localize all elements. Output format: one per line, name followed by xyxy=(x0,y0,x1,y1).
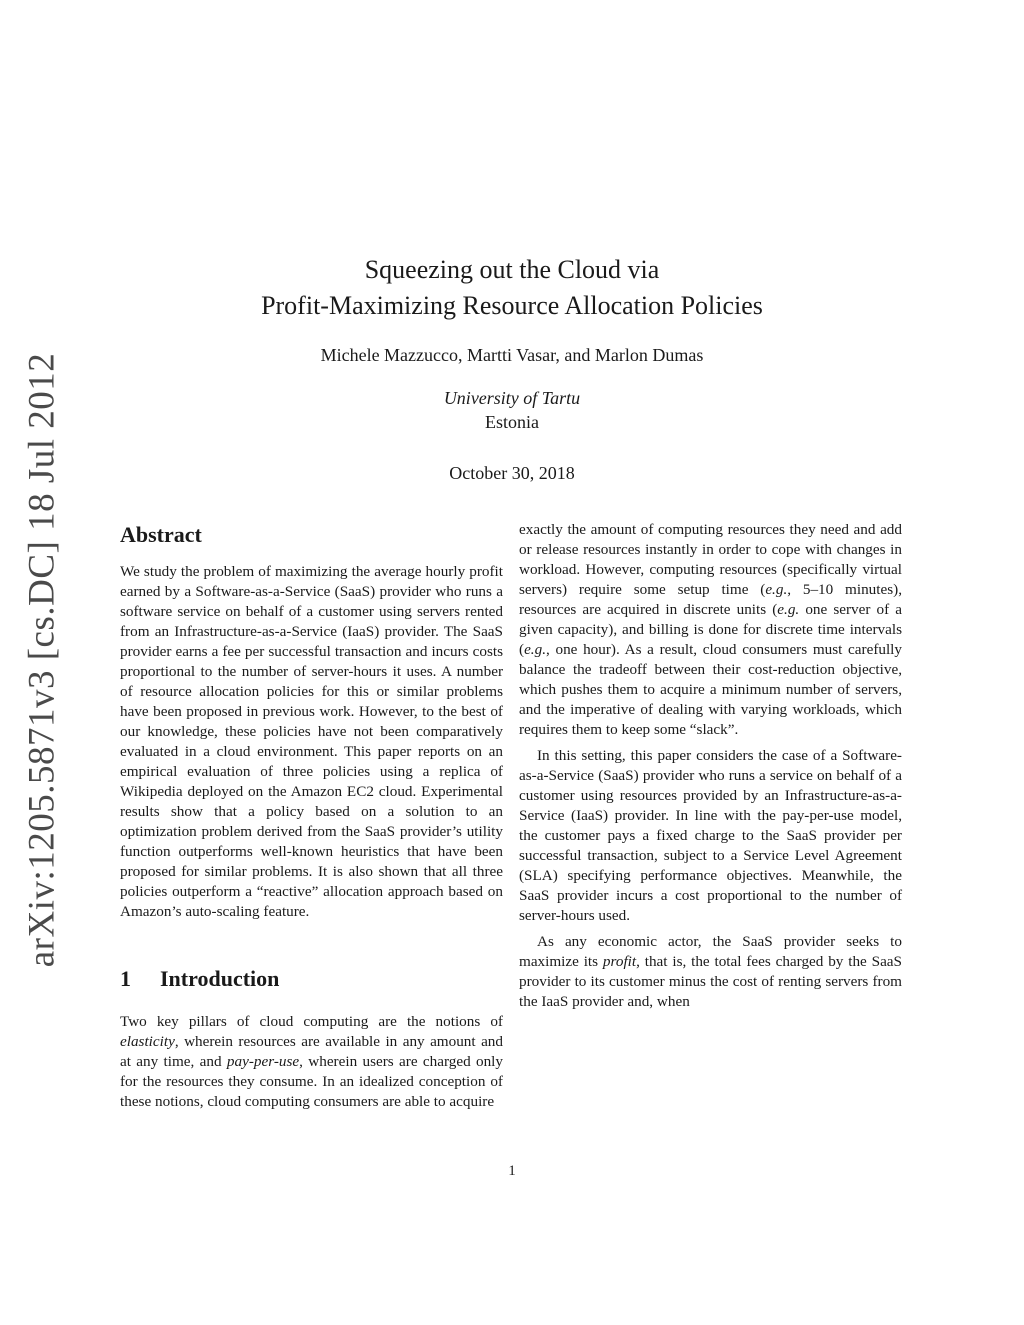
intro-paragraph-1 xyxy=(120,1012,503,1112)
text-run: , 5–10 minutes), resources are acquired in discrete units ( xyxy=(519,581,902,618)
text-run: , wherein users are charged only for the resources they consume. In an idealized conception of these notions, cloud computing consumers are able to acquire xyxy=(120,1053,503,1110)
emphasis-eg: e.g. xyxy=(777,601,800,618)
section-number: 1 xyxy=(120,966,131,991)
left-column xyxy=(120,520,503,1112)
title-line-1: Squeezing out the Cloud via xyxy=(364,255,660,284)
arxiv-identifier: arXiv:1205.5871v3 [cs.DC] 18 Jul 2012 xyxy=(21,352,63,968)
intro-paragraph-2: In this setting, this paper considers the case of a Software-as-a-Service (SaaS) provider who runs a service on behalf of a customer using resources provided by an Infrastructure-as-a-Service (IaaS) provider. In line with the pay-per-use model, the customer pays a fixed charge to the SaaS provider per successful transaction, subject to a Service Level Agreement (SLA) specifying performance objectives. Meanwhile, the SaaS provider incurs a cost proportional to the number of server-hours used. xyxy=(519,747,902,924)
country: Estonia xyxy=(485,412,539,432)
title-line-2: Profit-Maximizing Resource Allocation Policies xyxy=(261,291,763,320)
text-run: Two key pillars of cloud computing are the notions of xyxy=(120,1013,503,1030)
section-title: Introduction xyxy=(160,966,280,991)
affiliation xyxy=(0,386,1024,434)
abstract-text: We study the problem of maximizing the average hourly profit earned by a Software-as-a-Service (SaaS) provider who runs a software service on behalf of a customer using servers rented from an Infrastructure-as-a-Service (IaaS) provider. The SaaS provider earns a fee per successful transaction and incurs costs proportional to the number of server-hours it uses. A number of resource allocation policies for this or similar problems have been proposed in previous work. However, to the best of our knowledge, these policies have not been comparatively evaluated in a cloud environment. This paper reports on an empirical evaluation of three policies using a replica of Wikipedia deployed on the Amazon EC2 cloud. Experimental results show that a policy based on a solution to an optimization problem derived from the SaaS provider’s utility function outperforms well-known heuristics that have been proposed for similar problems. It is also shown that all three policies outperform a “reactive” allocation approach based on Amazon’s auto-scaling feature. xyxy=(120,563,503,920)
paper-title xyxy=(0,252,1024,324)
emphasis-pay-per-use: pay-per-use xyxy=(226,1053,300,1070)
emphasis-elasticity: elasticity xyxy=(120,1033,175,1050)
authors: Michele Mazzucco, Martti Vasar, and Marlon Dumas xyxy=(320,345,704,365)
page-number: 1 xyxy=(508,1163,516,1179)
abstract-heading: Abstract xyxy=(120,522,202,547)
date: October 30, 2018 xyxy=(449,463,575,483)
section-heading-introduction xyxy=(120,964,503,994)
text-run: , one hour). As a result, cloud consumers must carefully balance the tradeoff between their cost-reduction objective, which pushes them to acquire a minimum number of servers, and the imperative of dealing with varying workloads, which requires them to keep some “slack”. xyxy=(519,641,902,738)
intro-paragraph-1-continued xyxy=(519,520,902,740)
emphasis-eg: e.g. xyxy=(765,581,788,598)
text-run: As any economic actor, the SaaS provider seeks to maximize its xyxy=(519,933,902,970)
emphasis-eg: e.g. xyxy=(524,641,546,658)
text-run: exactly the amount of computing resources they need and add or release resources instantly in order to cope with changes in workload. However, computing resources (specifically virtual servers) require some setup time ( xyxy=(519,521,902,598)
right-column xyxy=(519,520,902,1012)
university: University of Tartu xyxy=(443,388,581,408)
text-run: , wherein resources are available in any amount and at any time, and xyxy=(120,1033,503,1070)
emphasis-profit: profit xyxy=(602,953,637,970)
text-run: one server of a given capacity), and billing is done for discrete time intervals ( xyxy=(519,601,902,658)
text-run: , that is, the total fees charged by the SaaS provider to its customer minus the cost of renting servers from the IaaS provider and, when xyxy=(519,953,902,1010)
intro-paragraph-3 xyxy=(519,932,902,1012)
